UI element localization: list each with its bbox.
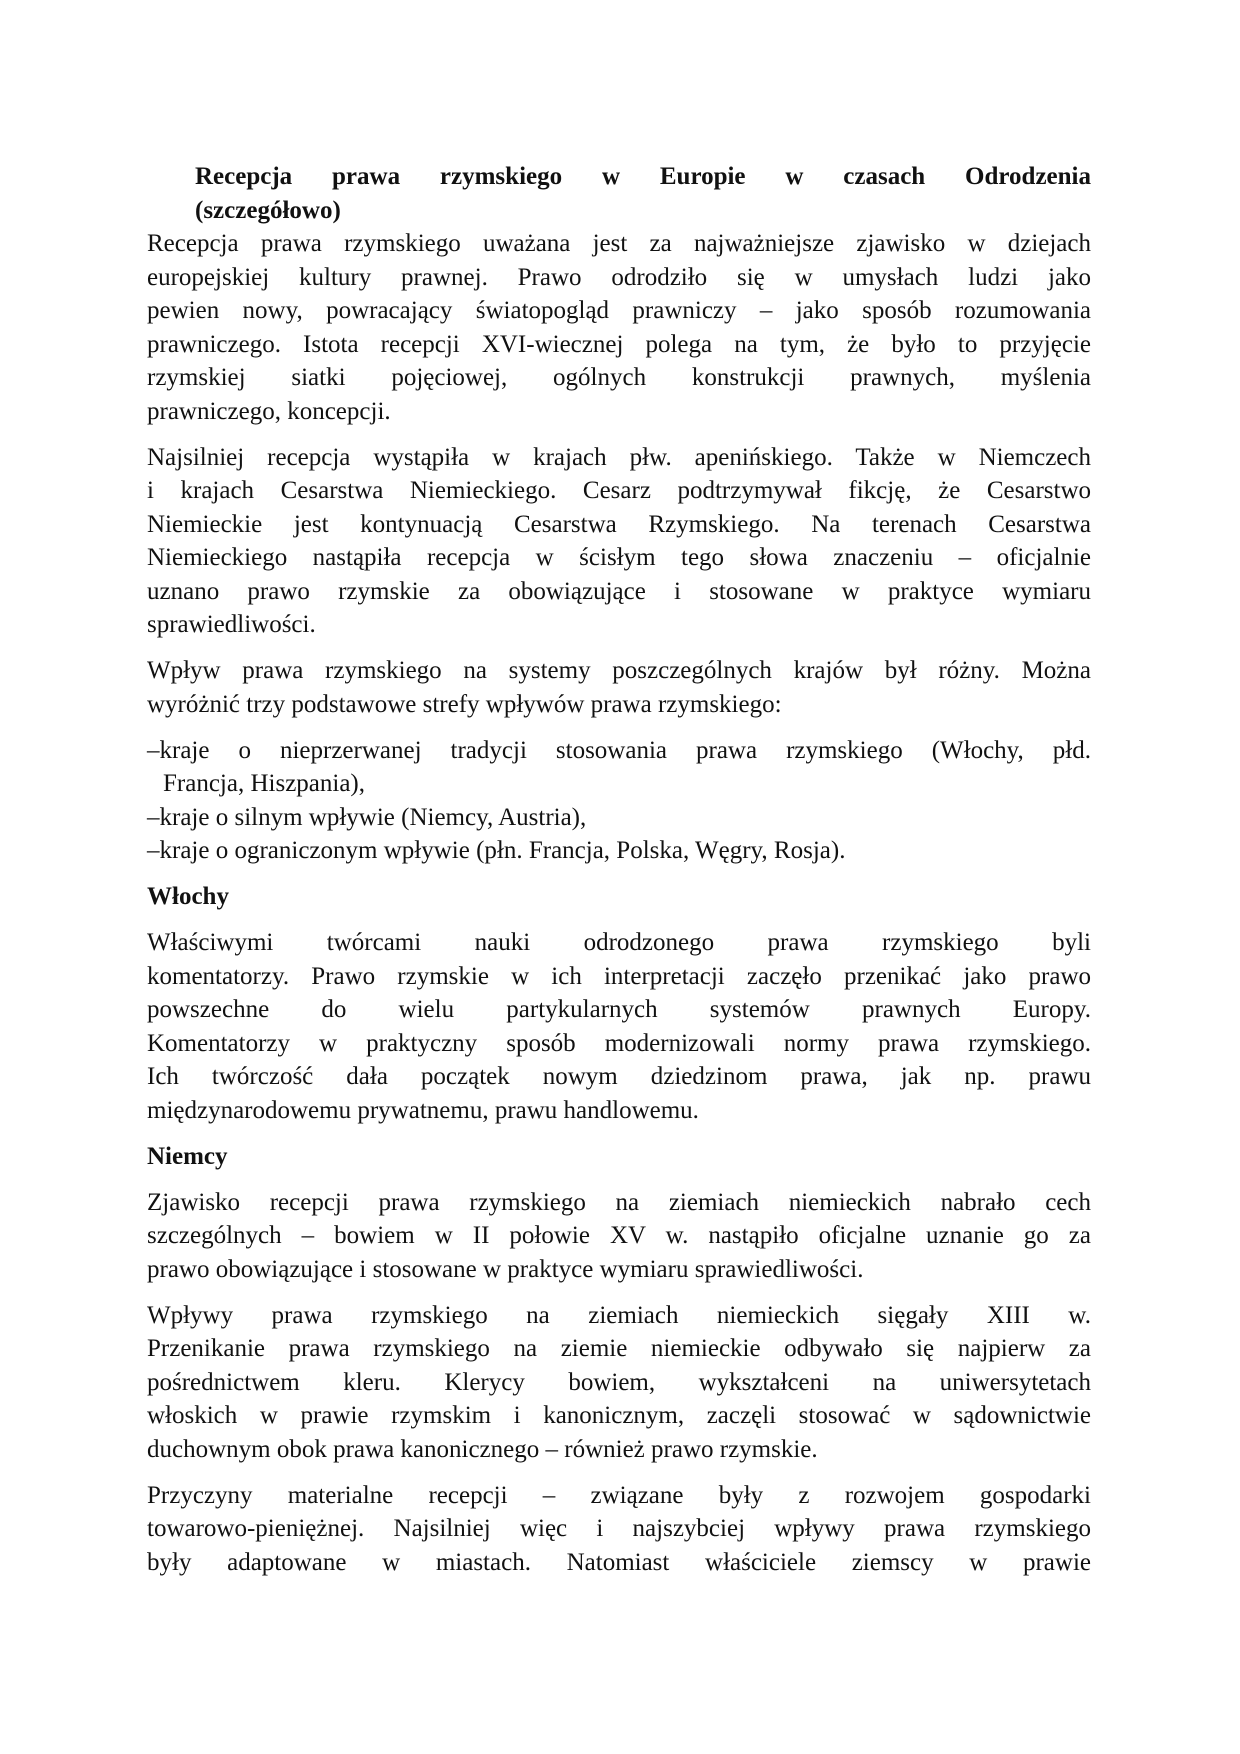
text-line: włoskich w prawie rzymskim i kanonicznym, zaczęli stosować w sądownictwie <box>147 1402 1091 1429</box>
list-item <box>147 801 1091 835</box>
list-item <box>147 734 1091 801</box>
text-line: Recepcja prawa rzymskiego uważana jest za najważniejsze zjawisko w dziejach <box>147 230 1091 257</box>
text-line: Niemieckie jest kontynuacją Cesarstwa Rzymskiego. Na terenach Cesarstwa <box>147 510 1091 538</box>
text-line: międzynarodowemu prywatnemu, prawu handlowemu. <box>147 1096 699 1124</box>
zones-list <box>147 734 1091 868</box>
text-line: Wpływy prawa rzymskiego na ziemiach niemieckich sięgały XIII w. <box>147 1301 1091 1329</box>
list-item <box>147 834 1091 868</box>
text-line: pewien nowy, powracający światopogląd prawniczy – jako sposób rozumowania <box>147 297 1091 324</box>
text-line: Zjawisko recepcji prawa rzymskiego na ziemiach niemieckich nabrało cech <box>147 1188 1091 1216</box>
text-line: Wpływ prawa rzymskiego na systemy poszczególnych krajów był różny. Można <box>147 657 1091 684</box>
paragraph <box>147 654 1091 721</box>
heading-text: Niemcy <box>147 1142 228 1170</box>
text-line: prawniczego, koncepcji. <box>147 397 391 425</box>
text-line: Właściwymi twórcami nauki odrodzonego prawa rzymskiego byli <box>147 929 1091 956</box>
paragraph <box>147 1299 1091 1467</box>
text-line: pośrednictwem kleru. Klerycy bowiem, wykształceni na uniwersytetach <box>147 1368 1091 1396</box>
title-line: (szczegółowo) <box>195 196 341 224</box>
text-line: sprawiedliwości. <box>147 611 316 638</box>
text-line: komentatorzy. Prawo rzymskie w ich interpretacji zaczęło przenikać jako prawo <box>147 962 1091 990</box>
document-page <box>147 160 1091 1579</box>
paragraph <box>147 926 1091 1127</box>
text-line: i krajach Cesarstwa Niemieckiego. Cesarz podtrzymywał fikcję, że Cesarstwo <box>147 477 1091 504</box>
document-title <box>147 160 1091 227</box>
text-line: szczególnych – bowiem w II połowie XV w. nastąpiło oficjalne uznanie go za <box>147 1222 1091 1249</box>
heading-text: Włochy <box>147 883 229 910</box>
text-line: Niemieckiego nastąpiła recepcja w ścisłym tego słowa znaczeniu – oficjalnie <box>147 544 1091 571</box>
list-item-line: –kraje o nieprzerwanej tradycji stosowania prawa rzymskiego (Włochy, płd. <box>147 736 1091 764</box>
text-line: rzymskiej siatki pojęciowej, ogólnych konstrukcji prawnych, myślenia <box>147 364 1091 391</box>
paragraph <box>147 1479 1091 1580</box>
list-item-line: Francja, Hiszpania), <box>163 770 366 797</box>
text-line: Ich twórczość dała początek nowym dziedzinom prawa, jak np. prawu <box>147 1063 1091 1090</box>
text-line: Najsilniej recepcja wystąpiła w krajach płw. apenińskiego. Także w Niemczech <box>147 443 1091 471</box>
text-line: duchownym obok prawa kanonicznego – również prawo rzymskie. <box>147 1435 818 1463</box>
text-line: powszechne do wielu partykularnych systemów prawnych Europy. <box>147 996 1091 1023</box>
text-line: towarowo-pieniężnej. Najsilniej więc i najszybciej wpływy prawa rzymskiego <box>147 1515 1091 1542</box>
list-item-line: –kraje o silnym wpływie (Niemcy, Austria), <box>147 803 587 831</box>
text-line: wyróżnić trzy podstawowe strefy wpływów prawa rzymskiego: <box>147 690 782 718</box>
text-line: uznano prawo rzymskie za obowiązujące i stosowane w praktyce wymiaru <box>147 577 1091 605</box>
paragraph <box>147 1186 1091 1287</box>
text-line: Przyczyny materialne recepcji – związane były z rozwojem gospodarki <box>147 1481 1091 1509</box>
text-line: były adaptowane w miastach. Natomiast właściciele ziemscy w prawie <box>147 1548 1091 1576</box>
text-line: europejskiej kultury prawnej. Prawo odrodziło się w umysłach ludzi jako <box>147 263 1091 291</box>
paragraph <box>147 441 1091 642</box>
list-item-line: –kraje o ograniczonym wpływie (płn. Francja, Polska, Węgry, Rosja). <box>147 837 846 864</box>
text-line: prawo obowiązujące i stosowane w praktyce wymiaru sprawiedliwości. <box>147 1255 864 1283</box>
text-line: Komentatorzy w praktyczny sposób modernizowali normy prawa rzymskiego. <box>147 1029 1091 1057</box>
section-heading-niemcy <box>147 1140 1091 1174</box>
text-line: prawniczego. Istota recepcji XVI-wiecznej polega na tym, że było to przyjęcie <box>147 330 1091 358</box>
paragraph <box>147 227 1091 428</box>
section-heading-wlochy <box>147 880 1091 914</box>
title-line: Recepcja prawa rzymskiego w Europie w czasach Odrodzenia <box>195 163 1091 190</box>
text-line: Przenikanie prawa rzymskiego na ziemie niemieckie odbywało się najpierw za <box>147 1335 1091 1362</box>
